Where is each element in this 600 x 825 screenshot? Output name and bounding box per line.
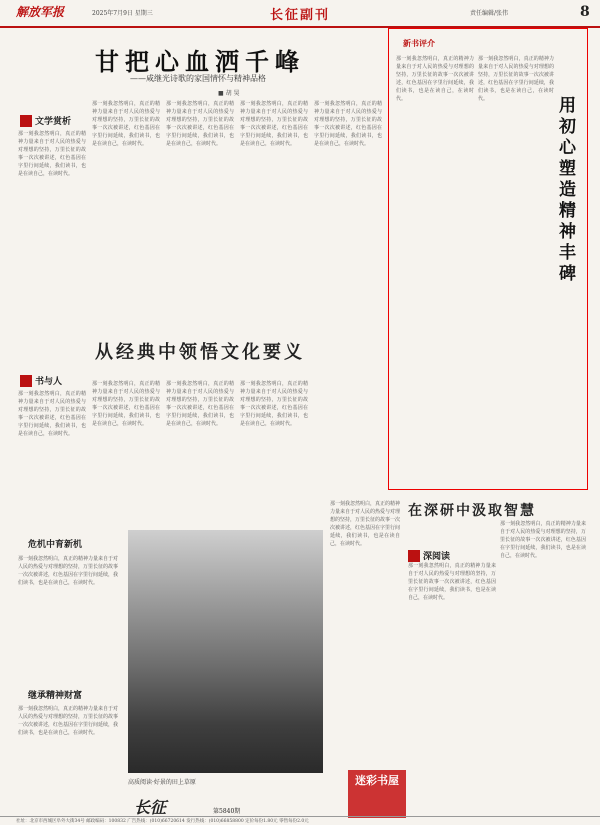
side-item-title: 危机中育新机 (28, 540, 83, 550)
editors-line: 责任编辑/张伟 (470, 10, 509, 17)
review-text (478, 55, 554, 480)
tag-deep-reading: 深阅读 (408, 545, 466, 561)
feature-subtitle: ——咸继光诗歌的家国情怀与精神品格 (130, 74, 266, 83)
landscape-photo (128, 530, 323, 773)
issue-date: 2025年7月9日 星期三 (92, 10, 153, 17)
tag-square-icon (408, 550, 420, 562)
column-text (166, 100, 234, 325)
column-text (18, 390, 86, 510)
column-text (408, 562, 496, 812)
review-text (396, 55, 474, 480)
tag-square-icon (20, 115, 32, 127)
headline-research: 在深研中汲取智慧 (408, 503, 536, 519)
column-text (314, 100, 382, 485)
masthead (0, 0, 600, 28)
column-text (330, 500, 400, 765)
column-text (92, 380, 160, 520)
feature-byline: ■ 胡 昊 (218, 90, 240, 97)
tag-culture: 文学赏析 (20, 110, 78, 126)
issue-number: 第5840期 (213, 808, 241, 815)
headline-classic: 从经典中领悟文化要义 (95, 342, 305, 363)
column-text (18, 705, 118, 810)
column-text (240, 100, 308, 325)
column-text (92, 100, 160, 325)
footer-info: 社址：北京市西城区阜外大街34号 邮政编码：100832 广告热线：(010)66720614 发行热线：(010)66858800 定价每份1.80元 零售每份2.0元 (0, 816, 600, 825)
column-text (500, 520, 586, 812)
newspaper-logo: 解放军报 (16, 5, 65, 19)
column-text (166, 380, 234, 520)
tag-square-icon (20, 375, 32, 387)
supplement-calligraphy: 长征 (134, 798, 167, 817)
photo-caption: 高质阅读·好景的田上草原 (128, 779, 196, 786)
column-text (240, 380, 308, 520)
feature-title: 甘把心血洒千峰 (95, 47, 305, 76)
column-text (18, 555, 118, 665)
side-item-title: 继承精神财富 (28, 691, 83, 701)
tag-books: 书与人 (20, 370, 78, 386)
column-text (18, 130, 86, 325)
tag-new-review: 新书评介 (403, 38, 435, 48)
review-title: 用初心塑造精神丰碑 (559, 96, 576, 284)
page-number: 8 (580, 4, 590, 20)
bookstore-stamp: 迷彩书屋 (348, 770, 406, 818)
section-title: 长征副刊 (270, 8, 331, 23)
